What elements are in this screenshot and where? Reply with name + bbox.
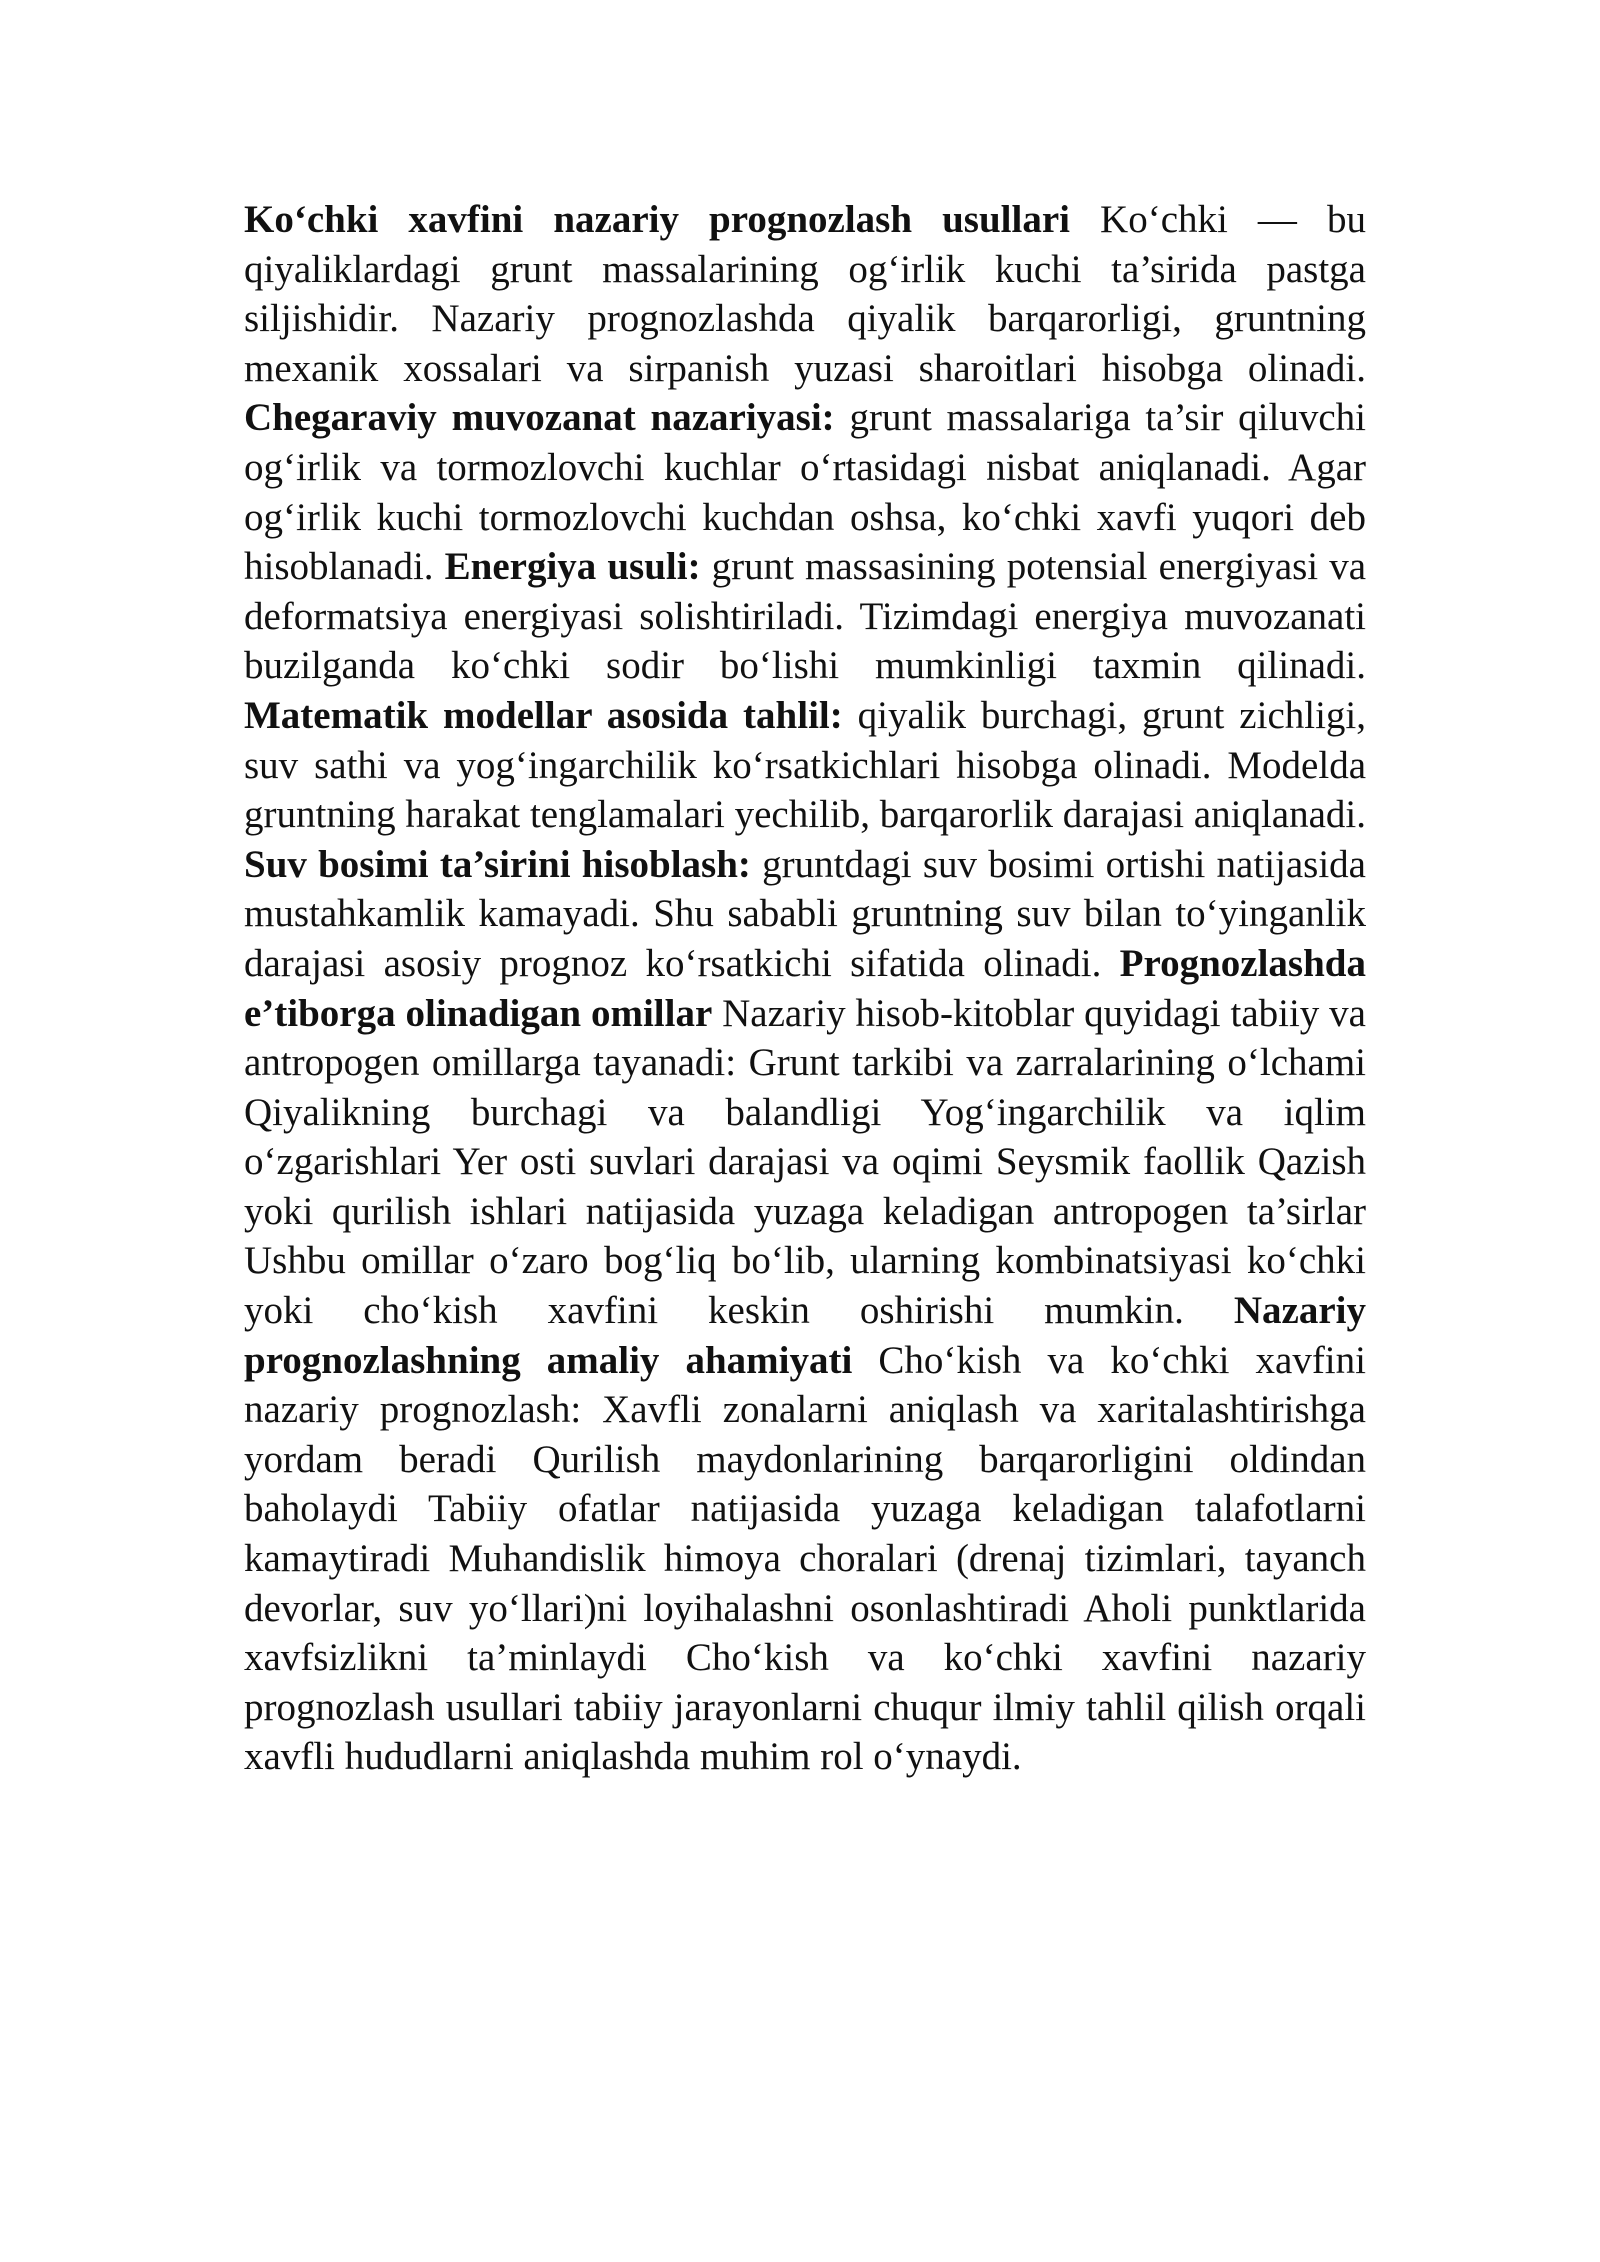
body-text: gruntdagi suv bosimi ortishi natijasida mustahkamlik kamayadi. Shu sababli gruntning suv bilan to‘yinganlik darajasi asosiy prognoz ko‘rsatkichi sifatida olinadi. [244,842,1366,985]
body-paragraph [244,195,1366,1782]
term-limit-equilibrium-theory: Chegaraviy muvozanat nazariyasi: [244,396,835,440]
body-text: qiyalik burchagi, grunt zichligi, suv sathi va yog‘ingarchilik ko‘rsatkichlari hisobga olinadi. Modelda gruntning harakat tenglamalari yechilib, barqarorlik darajasi aniqlanadi. [244,693,1367,837]
body-text: grunt massasining potensial energiyasi va deformatsiya energiyasi solishtiriladi. Tizimdagi energiya muvozanati buzilganda ko‘chki sodir bo‘lishi mumkinligi taxmin qilinadi. [244,545,1367,688]
section-heading-practical-significance: Nazariy prognozlashning amaliy ahamiyati [244,1289,1366,1382]
term-mathematical-models: Matematik modellar asosida tahlil: [244,693,843,737]
body-text: Nazariy hisob-kitoblar quyidagi tabiiy va antropogen omillarga tayanadi: Grunt tarkibi va zarralarining o‘lchami Qiyalikning burchagi va balandligi Yog‘ingarchilik va iqlim o‘zgarishlari Yer osti suvlari darajasi va oqimi Seysmik faollik Qazish yoki qurilish ishlari natijasida yuzaga keladigan antropogen ta’sirlar Ushbu omillar o‘zaro bog‘liq bo‘lib, ularning kombinatsiyasi ko‘chki yoki cho‘kish xavfini keskin oshirishi mumkin. [244,991,1366,1333]
term-energy-method: Energiya usuli: [444,545,701,589]
body-text: grunt massalariga ta’sir qiluvchi og‘irlik va tormozlovchi kuchlar o‘rtasidagi nisbat aniqlanadi. Agar og‘irlik kuchi tormozlovchi kuchdan oshsa, ko‘chki xavfi yuqori deb hisoblanadi. [244,396,1367,589]
term-water-pressure: Suv bosimi ta’sirini hisoblash: [244,842,751,886]
section-heading-factors: Prognozlashda e’tiborga olinadigan omillar [244,941,1366,1035]
body-text: Cho‘kish va ko‘chki xavfini nazariy prognozlash: Xavfli zonalarni aniqlash va xaritalashtirishga yordam beradi Qurilish maydonlarining barqarorligini oldindan baholaydi Tabiiy ofatlar natijasida yuzaga keladigan talafotlarni kamaytiradi Muhandislik himoya choralari (drenaj tizimlari, tayanch devorlar, suv yo‘llari)ni loyihalashni osonlashtiradi Aholi punktlarida xavfsizlikni ta’minlaydi Cho‘kish va ko‘chki xavfini nazariy prognozlash usullari tabiiy jarayonlarni chuqur ilmiy tahlil qilish orqali xavfli hududlarni aniqlashda muhim rol o‘ynaydi. [244,1338,1366,1779]
body-text: Ko‘chki — bu qiyaliklardagi grunt massalarining og‘irlik kuchi ta’sirida pastga siljishidir. Nazariy prognozlashda qiyalik barqarorligi, gruntning mexanik xossalari va sirpanish yuzasi sharoitlari hisobga olinadi. [244,198,1366,390]
section-heading-landslide-methods: Ko‘chki xavfini nazariy prognozlash usullari [244,198,1070,241]
